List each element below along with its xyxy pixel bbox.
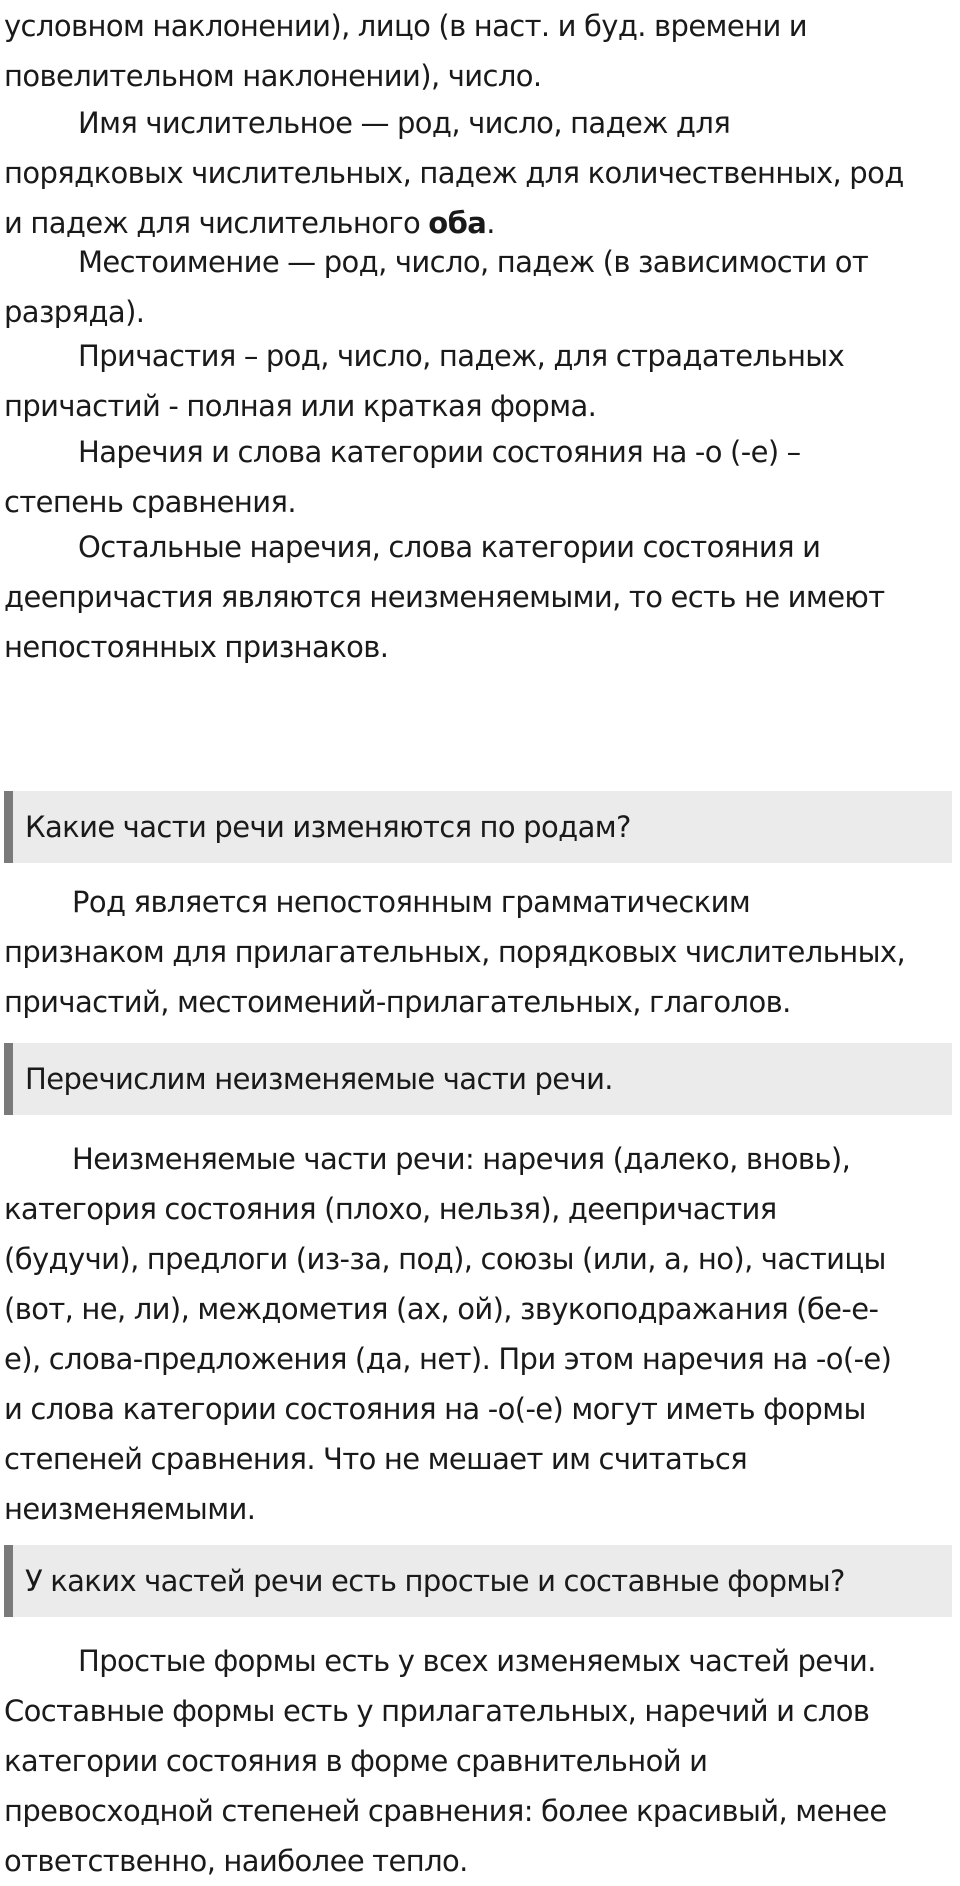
paragraph-invariable-note	[4, 522, 952, 672]
text-line: категории состояния в форме сравнительной и	[4, 1744, 708, 1778]
text-line: Остальные наречия, слова категории состояния и	[78, 530, 821, 564]
text-line: порядковых числительных, падеж для количественных, род	[4, 156, 904, 190]
text-span: и падеж для числительного	[4, 206, 429, 240]
paragraph-pronoun-features	[4, 237, 952, 337]
text-line: непостоянных признаков.	[4, 630, 389, 664]
text-line: Простые формы есть у всех изменяемых частей речи.	[78, 1644, 876, 1678]
text-line: Местоимение — род, число, падеж (в зависимости от	[78, 245, 869, 279]
question-box-gender	[4, 791, 952, 863]
text-line: категория состояния (плохо, нельзя), деепричастия	[4, 1192, 777, 1226]
text-line: Наречия и слова категории состояния на -о (-е) –	[78, 435, 801, 469]
text-line: признаком для прилагательных, порядковых числительных,	[4, 935, 906, 969]
paragraph-adverb-features	[4, 427, 952, 527]
paragraph-participle-features	[4, 331, 952, 431]
text-line: и слова категории состояния на -о(-е) могут иметь формы	[4, 1392, 866, 1426]
question-heading: Какие части речи изменяются по родам?	[25, 810, 631, 844]
text-line: степеней сравнения. Что не мешает им считаться	[4, 1442, 748, 1476]
text-line: степень сравнения.	[4, 485, 296, 519]
text-line: причастий, местоимений-прилагательных, глаголов.	[4, 985, 791, 1019]
bold-word: оба	[428, 206, 487, 240]
paragraph-verb-features	[4, 1, 952, 101]
text-line: е), слова-предложения (да, нет). При этом наречия на -о(-е)	[4, 1342, 892, 1376]
question-heading: У каких частей речи есть простые и составные формы?	[25, 1564, 845, 1598]
paragraph-forms-answer	[4, 1636, 952, 1886]
question-box-forms	[4, 1545, 952, 1617]
text-line: причастий - полная или краткая форма.	[4, 389, 597, 423]
paragraph-numeral-features	[4, 98, 952, 248]
text-line: (будучи), предлоги (из-за, под), союзы (или, а, но), частицы	[4, 1242, 886, 1276]
text-line: разряда).	[4, 295, 145, 329]
text-line: ответственно, наиболее тепло.	[4, 1844, 468, 1878]
text-line: Неизменяемые части речи: наречия (далеко, вновь),	[72, 1142, 851, 1176]
paragraph-invariable-answer	[4, 1134, 952, 1534]
text-line: условном наклонении), лицо (в наст. и буд. времени и	[4, 9, 808, 43]
text-line: (вот, не, ли), междометия (ах, ой), звукоподражания (бе-е-	[4, 1292, 879, 1326]
text-line: Имя числительное — род, число, падеж для	[78, 106, 731, 140]
text-line: Род является непостоянным грамматическим	[72, 885, 751, 919]
paragraph-gender-answer	[4, 877, 952, 1027]
text-line: превосходной степеней сравнения: более красивый, менее	[4, 1794, 887, 1828]
text-span: .	[486, 206, 495, 240]
text-line: деепричастия являются неизменяемыми, то есть не имеют	[4, 580, 885, 614]
text-line: Составные формы есть у прилагательных, наречий и слов	[4, 1694, 870, 1728]
text-line: Причастия – род, число, падеж, для страдательных	[78, 339, 845, 373]
text-line: неизменяемыми.	[4, 1492, 256, 1526]
text-line: повелительном наклонении), число.	[4, 59, 542, 93]
question-heading: Перечислим неизменяемые части речи.	[25, 1062, 613, 1096]
question-box-invariable	[4, 1043, 952, 1115]
